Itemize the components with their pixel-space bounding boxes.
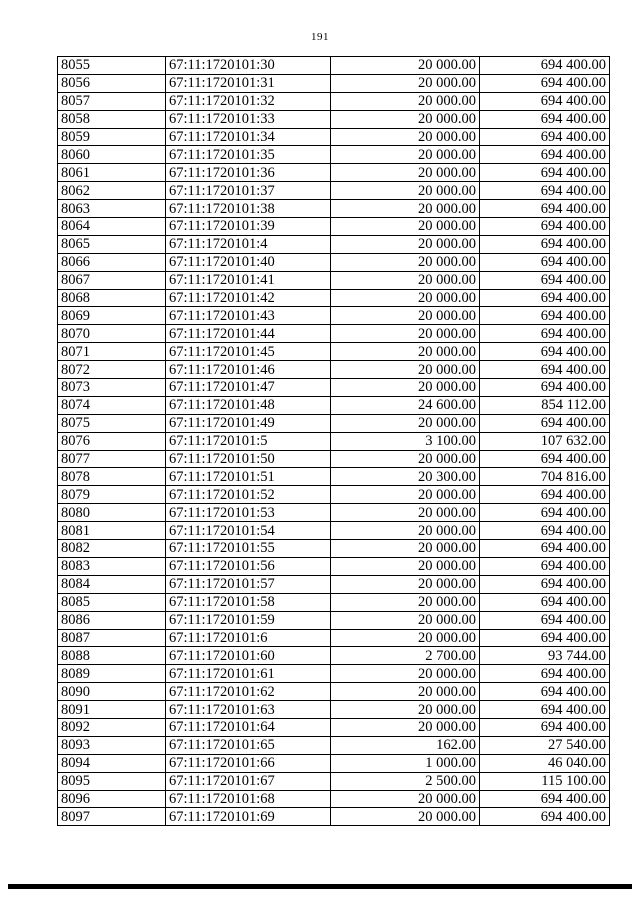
value-cell: 694 400.00 (480, 218, 610, 236)
row-number-cell: 8059 (58, 128, 166, 146)
area-cell: 24 600.00 (331, 396, 480, 414)
cadastral-number-cell: 67:11:1720101:6 (166, 629, 331, 647)
area-cell: 20 000.00 (331, 790, 480, 808)
row-number-cell: 8071 (58, 343, 166, 361)
table-row (58, 343, 610, 361)
cadastral-number-cell: 67:11:1720101:34 (166, 128, 331, 146)
row-number-cell: 8089 (58, 665, 166, 683)
row-number-cell: 8062 (58, 182, 166, 200)
value-cell: 107 632.00 (480, 432, 610, 450)
row-number-cell: 8088 (58, 647, 166, 665)
cadastral-number-cell: 67:11:1720101:54 (166, 522, 331, 540)
cadastral-number-cell: 67:11:1720101:33 (166, 110, 331, 128)
value-cell: 694 400.00 (480, 701, 610, 719)
row-number-cell: 8076 (58, 432, 166, 450)
area-cell: 20 000.00 (331, 74, 480, 92)
row-number-cell: 8092 (58, 718, 166, 736)
area-cell: 20 000.00 (331, 343, 480, 361)
area-cell: 20 000.00 (331, 325, 480, 343)
row-number-cell: 8091 (58, 701, 166, 719)
table-row (58, 361, 610, 379)
cadastral-number-cell: 67:11:1720101:58 (166, 593, 331, 611)
row-number-cell: 8066 (58, 253, 166, 271)
value-cell: 694 400.00 (480, 504, 610, 522)
row-number-cell: 8097 (58, 808, 166, 826)
cadastral-number-cell: 67:11:1720101:64 (166, 718, 331, 736)
table-row (58, 289, 610, 307)
area-cell: 20 000.00 (331, 235, 480, 253)
area-cell: 20 000.00 (331, 701, 480, 719)
table-row (58, 611, 610, 629)
cadastral-number-cell: 67:11:1720101:56 (166, 557, 331, 575)
value-cell: 694 400.00 (480, 629, 610, 647)
area-cell: 20 000.00 (331, 629, 480, 647)
row-number-cell: 8094 (58, 754, 166, 772)
area-cell: 20 000.00 (331, 182, 480, 200)
value-cell: 115 100.00 (480, 772, 610, 790)
table-body (58, 57, 610, 826)
table-row (58, 647, 610, 665)
cadastral-number-cell: 67:11:1720101:68 (166, 790, 331, 808)
table-row (58, 504, 610, 522)
cadastral-number-cell: 67:11:1720101:53 (166, 504, 331, 522)
area-cell: 20 000.00 (331, 611, 480, 629)
cadastral-number-cell: 67:11:1720101:4 (166, 235, 331, 253)
cadastral-number-cell: 67:11:1720101:52 (166, 486, 331, 504)
value-cell: 694 400.00 (480, 146, 610, 164)
value-cell: 694 400.00 (480, 57, 610, 75)
value-cell: 694 400.00 (480, 522, 610, 540)
area-cell: 20 000.00 (331, 200, 480, 218)
row-number-cell: 8064 (58, 218, 166, 236)
area-cell: 1 000.00 (331, 754, 480, 772)
footer-rule (8, 884, 632, 889)
row-number-cell: 8087 (58, 629, 166, 647)
area-cell: 20 000.00 (331, 718, 480, 736)
cadastral-number-cell: 67:11:1720101:43 (166, 307, 331, 325)
table-row (58, 235, 610, 253)
row-number-cell: 8085 (58, 593, 166, 611)
value-cell: 694 400.00 (480, 790, 610, 808)
table-row (58, 146, 610, 164)
row-number-cell: 8079 (58, 486, 166, 504)
value-cell: 694 400.00 (480, 808, 610, 826)
table-row (58, 808, 610, 826)
value-cell: 694 400.00 (480, 718, 610, 736)
table-row (58, 718, 610, 736)
area-cell: 20 000.00 (331, 307, 480, 325)
value-cell: 694 400.00 (480, 182, 610, 200)
row-number-cell: 8081 (58, 522, 166, 540)
row-number-cell: 8056 (58, 74, 166, 92)
row-number-cell: 8082 (58, 540, 166, 558)
row-number-cell: 8070 (58, 325, 166, 343)
table-row (58, 701, 610, 719)
value-cell: 704 816.00 (480, 468, 610, 486)
cadastral-number-cell: 67:11:1720101:32 (166, 92, 331, 110)
value-cell: 694 400.00 (480, 325, 610, 343)
area-cell: 20 000.00 (331, 92, 480, 110)
cadastral-number-cell: 67:11:1720101:31 (166, 74, 331, 92)
row-number-cell: 8075 (58, 414, 166, 432)
value-cell: 694 400.00 (480, 414, 610, 432)
table-row (58, 253, 610, 271)
area-cell: 20 000.00 (331, 575, 480, 593)
table-row (58, 450, 610, 468)
row-number-cell: 8061 (58, 164, 166, 182)
value-cell: 694 400.00 (480, 271, 610, 289)
table-row (58, 164, 610, 182)
row-number-cell: 8073 (58, 379, 166, 397)
table-row (58, 74, 610, 92)
area-cell: 20 000.00 (331, 128, 480, 146)
cadastral-number-cell: 67:11:1720101:35 (166, 146, 331, 164)
value-cell: 694 400.00 (480, 164, 610, 182)
cadastral-number-cell: 67:11:1720101:51 (166, 468, 331, 486)
area-cell: 20 000.00 (331, 522, 480, 540)
area-cell: 20 000.00 (331, 253, 480, 271)
area-cell: 162.00 (331, 736, 480, 754)
value-cell: 694 400.00 (480, 74, 610, 92)
table-row (58, 414, 610, 432)
row-number-cell: 8086 (58, 611, 166, 629)
row-number-cell: 8077 (58, 450, 166, 468)
row-number-cell: 8069 (58, 307, 166, 325)
cadastral-number-cell: 67:11:1720101:37 (166, 182, 331, 200)
area-cell: 20 000.00 (331, 557, 480, 575)
value-cell: 694 400.00 (480, 289, 610, 307)
area-cell: 20 000.00 (331, 271, 480, 289)
cadastral-number-cell: 67:11:1720101:42 (166, 289, 331, 307)
row-number-cell: 8083 (58, 557, 166, 575)
cadastral-number-cell: 67:11:1720101:57 (166, 575, 331, 593)
value-cell: 694 400.00 (480, 200, 610, 218)
cadastral-number-cell: 67:11:1720101:47 (166, 379, 331, 397)
cadastral-number-cell: 67:11:1720101:49 (166, 414, 331, 432)
table-row (58, 432, 610, 450)
row-number-cell: 8078 (58, 468, 166, 486)
table-row (58, 468, 610, 486)
row-number-cell: 8060 (58, 146, 166, 164)
cadastral-number-cell: 67:11:1720101:30 (166, 57, 331, 75)
cadastral-number-cell: 67:11:1720101:46 (166, 361, 331, 379)
row-number-cell: 8057 (58, 92, 166, 110)
cadastral-number-cell: 67:11:1720101:45 (166, 343, 331, 361)
cadastral-number-cell: 67:11:1720101:66 (166, 754, 331, 772)
area-cell: 20 000.00 (331, 683, 480, 701)
cadastral-number-cell: 67:11:1720101:36 (166, 164, 331, 182)
row-number-cell: 8068 (58, 289, 166, 307)
table-row (58, 396, 610, 414)
value-cell: 694 400.00 (480, 450, 610, 468)
row-number-cell: 8095 (58, 772, 166, 790)
area-cell: 20 000.00 (331, 146, 480, 164)
value-cell: 694 400.00 (480, 575, 610, 593)
area-cell: 20 000.00 (331, 450, 480, 468)
area-cell: 20 000.00 (331, 504, 480, 522)
value-cell: 694 400.00 (480, 235, 610, 253)
table-row (58, 790, 610, 808)
table-row (58, 110, 610, 128)
area-cell: 20 000.00 (331, 414, 480, 432)
value-cell: 27 540.00 (480, 736, 610, 754)
row-number-cell: 8063 (58, 200, 166, 218)
area-cell: 2 500.00 (331, 772, 480, 790)
table-row (58, 665, 610, 683)
table-row (58, 683, 610, 701)
table-row (58, 182, 610, 200)
area-cell: 20 000.00 (331, 379, 480, 397)
row-number-cell: 8080 (58, 504, 166, 522)
table-row (58, 754, 610, 772)
area-cell: 20 000.00 (331, 57, 480, 75)
table-row (58, 772, 610, 790)
table-row (58, 736, 610, 754)
cadastral-number-cell: 67:11:1720101:39 (166, 218, 331, 236)
table-row (58, 486, 610, 504)
value-cell: 694 400.00 (480, 307, 610, 325)
value-cell: 694 400.00 (480, 540, 610, 558)
table-row (58, 629, 610, 647)
table-row (58, 218, 610, 236)
area-cell: 2 700.00 (331, 647, 480, 665)
cadastral-number-cell: 67:11:1720101:41 (166, 271, 331, 289)
cadastral-number-cell: 67:11:1720101:38 (166, 200, 331, 218)
value-cell: 694 400.00 (480, 683, 610, 701)
table-row (58, 522, 610, 540)
cadastral-number-cell: 67:11:1720101:67 (166, 772, 331, 790)
row-number-cell: 8072 (58, 361, 166, 379)
cadastral-number-cell: 67:11:1720101:65 (166, 736, 331, 754)
cadastral-number-cell: 67:11:1720101:44 (166, 325, 331, 343)
table-row (58, 575, 610, 593)
area-cell: 20 300.00 (331, 468, 480, 486)
table-row (58, 92, 610, 110)
area-cell: 20 000.00 (331, 593, 480, 611)
value-cell: 694 400.00 (480, 361, 610, 379)
row-number-cell: 8058 (58, 110, 166, 128)
area-cell: 20 000.00 (331, 808, 480, 826)
area-cell: 3 100.00 (331, 432, 480, 450)
area-cell: 20 000.00 (331, 164, 480, 182)
page-number: 191 (311, 31, 329, 43)
area-cell: 20 000.00 (331, 361, 480, 379)
cadastral-number-cell: 67:11:1720101:69 (166, 808, 331, 826)
cadastral-number-cell: 67:11:1720101:61 (166, 665, 331, 683)
table-row (58, 325, 610, 343)
row-number-cell: 8067 (58, 271, 166, 289)
value-cell: 694 400.00 (480, 593, 610, 611)
value-cell: 694 400.00 (480, 343, 610, 361)
area-cell: 20 000.00 (331, 540, 480, 558)
value-cell: 694 400.00 (480, 379, 610, 397)
value-cell: 694 400.00 (480, 665, 610, 683)
cadastral-number-cell: 67:11:1720101:60 (166, 647, 331, 665)
cadastral-number-cell: 67:11:1720101:48 (166, 396, 331, 414)
row-number-cell: 8096 (58, 790, 166, 808)
value-cell: 694 400.00 (480, 557, 610, 575)
table-row (58, 271, 610, 289)
cadastral-number-cell: 67:11:1720101:55 (166, 540, 331, 558)
value-cell: 854 112.00 (480, 396, 610, 414)
table-row (58, 540, 610, 558)
cadastral-number-cell: 67:11:1720101:50 (166, 450, 331, 468)
value-cell: 694 400.00 (480, 486, 610, 504)
value-cell: 46 040.00 (480, 754, 610, 772)
value-cell: 93 744.00 (480, 647, 610, 665)
row-number-cell: 8090 (58, 683, 166, 701)
table-row (58, 379, 610, 397)
cadastral-number-cell: 67:11:1720101:40 (166, 253, 331, 271)
area-cell: 20 000.00 (331, 110, 480, 128)
table-row (58, 200, 610, 218)
value-cell: 694 400.00 (480, 110, 610, 128)
table-row (58, 57, 610, 75)
area-cell: 20 000.00 (331, 218, 480, 236)
area-cell: 20 000.00 (331, 486, 480, 504)
cadastral-number-cell: 67:11:1720101:59 (166, 611, 331, 629)
table-row (58, 593, 610, 611)
cadastral-number-cell: 67:11:1720101:63 (166, 701, 331, 719)
value-cell: 694 400.00 (480, 253, 610, 271)
value-cell: 694 400.00 (480, 128, 610, 146)
row-number-cell: 8084 (58, 575, 166, 593)
row-number-cell: 8055 (58, 57, 166, 75)
table-row (58, 557, 610, 575)
value-cell: 694 400.00 (480, 611, 610, 629)
area-cell: 20 000.00 (331, 665, 480, 683)
cadastral-number-cell: 67:11:1720101:62 (166, 683, 331, 701)
cadastre-table (57, 56, 610, 826)
row-number-cell: 8093 (58, 736, 166, 754)
table-row (58, 128, 610, 146)
row-number-cell: 8074 (58, 396, 166, 414)
area-cell: 20 000.00 (331, 289, 480, 307)
value-cell: 694 400.00 (480, 92, 610, 110)
table-row (58, 307, 610, 325)
cadastral-number-cell: 67:11:1720101:5 (166, 432, 331, 450)
row-number-cell: 8065 (58, 235, 166, 253)
